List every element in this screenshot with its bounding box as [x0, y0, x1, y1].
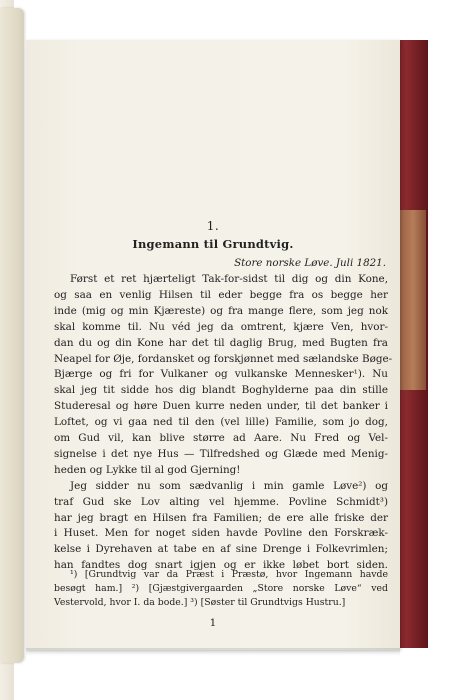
body-line: dan du og din Kone har det til daglig Brug, med Bugten fra [54, 336, 388, 349]
left-page-edge [0, 8, 24, 663]
body-line: har jeg bragt en Hilsen fra Familien; de ere alle friske der [54, 511, 388, 524]
body-line: Først et ret hjærteligt Tak-for-sidst til dig og din Kone, [70, 273, 388, 285]
body-line: i Huset. Men for noget siden havde Povline den Forskræk- [54, 527, 388, 540]
chapter-number: 1. [206, 219, 220, 233]
body-line: Neapel for Øje, fordansket og forskjønnet med sælandske Bøge- [54, 352, 393, 365]
body-line: traf Gud ske Lov alting vel hjemme. Povline Schmidt³) [54, 495, 388, 508]
body-line: Bjærge og fri for Vulkaner og vulkanske Mennesker¹). Nu [54, 368, 388, 381]
chapter-title: Ingemann til Grundtvig. [132, 237, 294, 251]
page-bottom-shadow [26, 648, 400, 656]
footnote-line: Vestervold, hvor I. da bode.] ³) [Søster til Grundtvigs Hustru.] [54, 597, 346, 608]
body-line: om Gud vil, kan blive større ad Aare. Nu Fred og Vel- [54, 432, 388, 444]
body-line: Jeg sidder nu som sædvanlig i min gamle Løve²) og [70, 479, 388, 492]
body-line: skal jeg tit sidde hos dig blandt Boghylderne paa din stille [54, 384, 388, 397]
footnote-line: ¹) [Grundtvig var da Præst i Præstø, hvor Ingemann havde [70, 569, 388, 580]
footnote-line: besøgt ham.] ²) [Gjæstgivergaarden „Store norske Løve“ ved [54, 583, 388, 594]
body-line: heden og Lykke til al god Gjerning! [54, 463, 241, 476]
body-line: han fandtes dog snart igjen og er ikke løbet bort siden. [54, 559, 388, 572]
page-number: 1 [209, 617, 217, 629]
letter-dateline: Store norske Løve. Juli 1821. [234, 257, 386, 269]
footnote-area [26, 40, 400, 650]
body-line: inde (mig og min Kjæreste) og fra mange flere, som jeg nok [54, 304, 388, 317]
body-line: skal komme til. Nu véd jeg da omtrent, kjære Ven, hvor- [54, 320, 388, 333]
body-line: Studeresal og høre Duen kurre neden under, til det banker i [54, 400, 388, 413]
body-line: Loftet, og vi gaa ned til den (vel lille) Familie, som jo dog, [54, 416, 388, 429]
body-line: kelse i Dyrehaven at tabe en af sine Drenge i Folkevrimlen; [54, 543, 388, 556]
book-cover-leather-patch [400, 210, 426, 390]
body-line: signelse i det nye Hus — Tilfredshed og Glæde med Menig- [54, 447, 388, 460]
body-line: og saa en venlig Hilsen til eder begge fra os begge her [54, 288, 388, 301]
